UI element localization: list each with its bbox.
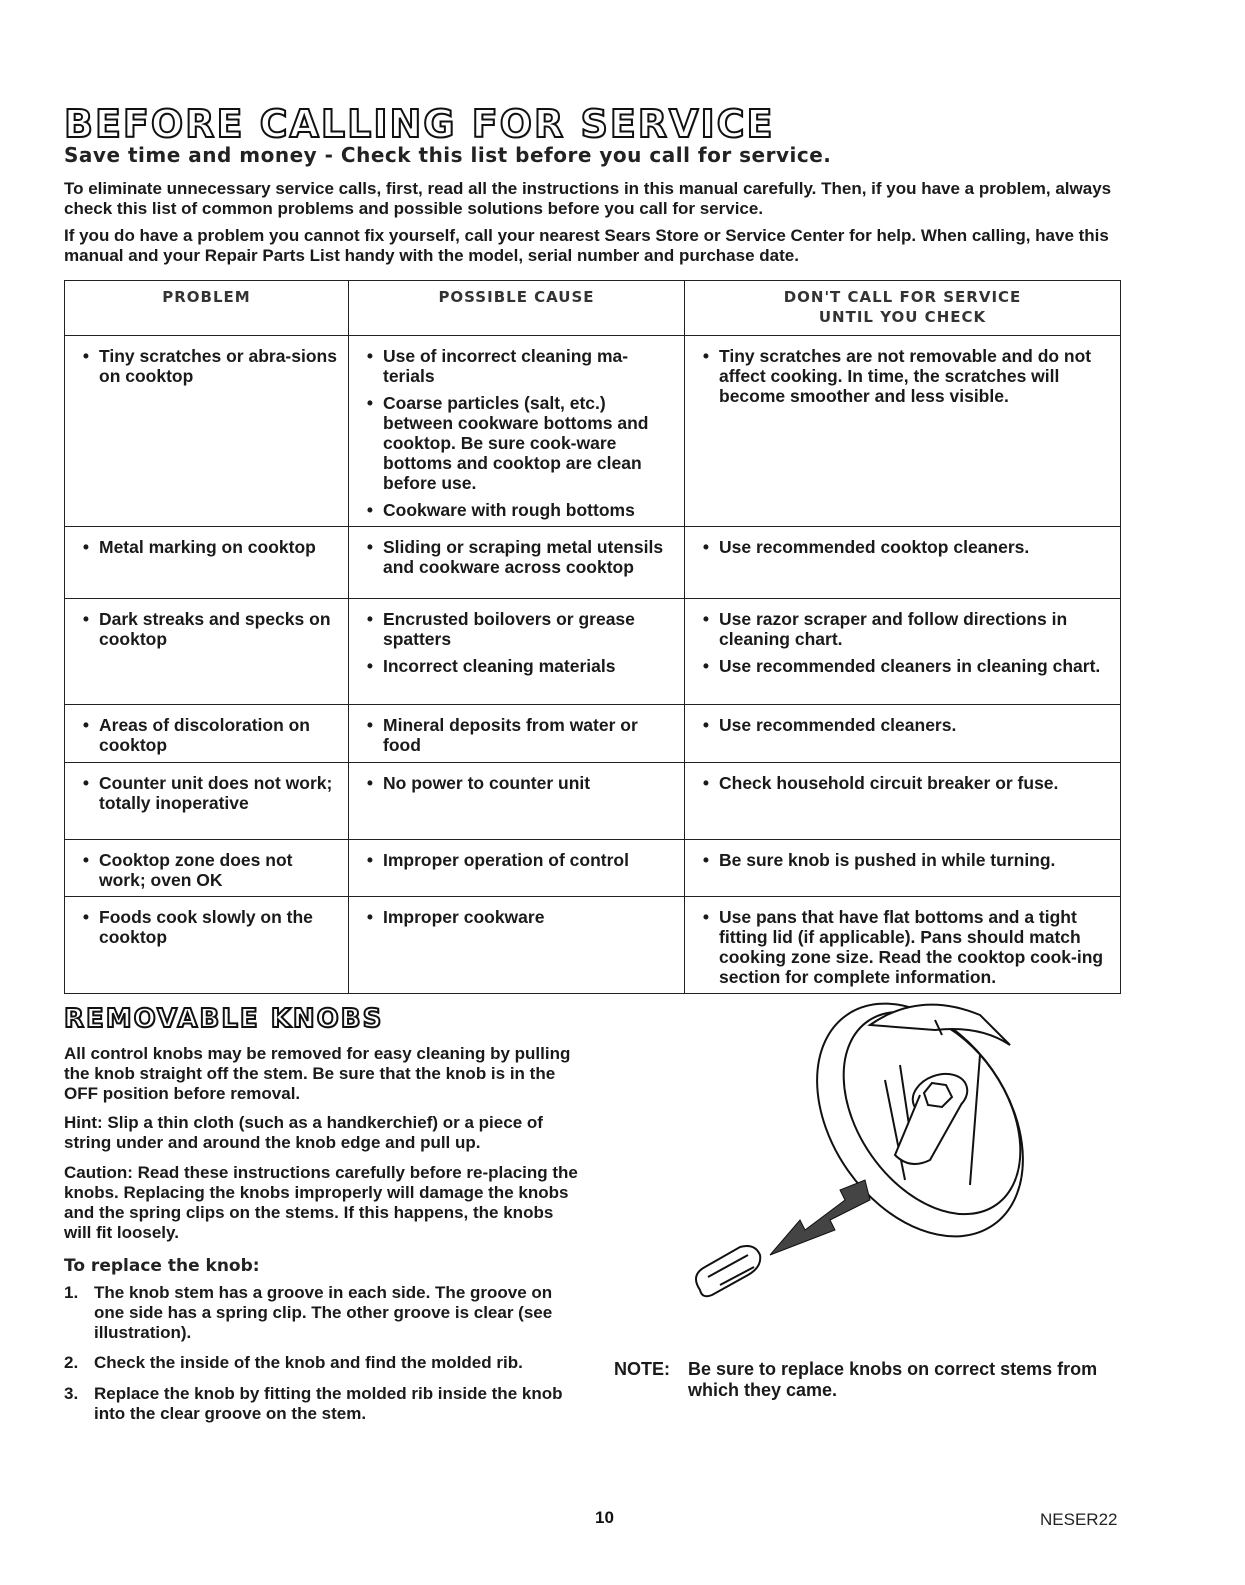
header-possible-cause: POSSIBLE CAUSE [349,281,685,336]
step-text: Replace the knob by fitting the molded rib inside the knob into the clear groove on the stem. [94,1384,563,1423]
replace-step-1 [64,1283,584,1343]
bullet-icon: • [366,715,374,735]
bullet-item [693,346,1110,406]
bullet-icon: • [82,773,90,793]
bullet-text: Use recommended cleaners. [719,715,957,735]
step-number: 1. [64,1283,79,1302]
page-title: BEFORE CALLING FOR SERVICE [64,102,775,146]
header-check-line-1: DON'T CALL FOR SERVICE [783,288,1022,306]
bullet-text: Check household circuit breaker or fuse. [719,773,1059,793]
knobs-hint-paragraph: Hint: Slip a thin cloth (such as a handkerchief) or a piece of string under and around the knob edge and pull up. [64,1113,543,1152]
bullet-item [357,346,674,386]
bullet-icon: • [366,907,374,927]
check-cell [685,336,1121,527]
bullet-text: Use of incorrect cleaning ma-terials [383,346,629,386]
bullet-text: Use recommended cooktop cleaners. [719,537,1030,557]
bullet-item [73,609,338,649]
bullet-icon: • [702,656,710,676]
bullet-icon: • [366,850,374,870]
bullet-text: Cookware with rough bottoms [383,500,635,520]
replace-step-2 [64,1353,584,1373]
table-row [65,763,1121,840]
bullet-icon: • [82,609,90,629]
bullet-text: Mineral deposits from water or food [383,715,638,755]
note-text: Be sure to replace knobs on correct stems from which they came. [688,1359,1098,1400]
bullet-icon: • [82,715,90,735]
check-cell [685,763,1121,840]
bullet-text: Sliding or scraping metal utensils and cookware across cooktop [383,537,664,577]
bullet-text: Cooktop zone does not work; oven OK [99,850,293,890]
table-row [65,840,1121,897]
bullet-text: Coarse particles (salt, etc.) between cookware bottoms and cooktop. Be sure cook-ware bottoms and cooktop are clean before use. [383,393,649,493]
problem-cell [65,527,349,599]
cause-cell [349,527,685,599]
bullet-icon: • [366,393,374,413]
bullet-text: Dark streaks and specks on cooktop [99,609,331,649]
bullet-text: Use razor scraper and follow directions in cleaning chart. [719,609,1068,649]
knobs-caution-paragraph: Caution: Read these instructions carefully before re-placing the knobs. Replacing the knobs improperly will damage the knobs and the spring clips on the stems. If this happens, the knobs will fit loosely. [64,1163,578,1242]
check-cell [685,527,1121,599]
bullet-item [357,850,674,870]
problem-cell [65,763,349,840]
troubleshooting-table [64,280,1121,994]
problem-cell [65,897,349,994]
bullet-item [693,656,1110,676]
bullet-icon: • [702,850,710,870]
header-problem: PROBLEM [65,281,349,336]
bullet-text: Counter unit does not work; totally inoperative [99,773,333,813]
bullet-icon: • [82,850,90,870]
bullet-text: Encrusted boilovers or grease spatters [383,609,635,649]
header-check-line-2: UNTIL YOU CHECK [818,308,987,326]
section-title-removable-knobs: REMOVABLE KNOBS [64,1004,384,1034]
step-number: 2. [64,1353,79,1372]
bullet-item [73,773,338,813]
bullet-item [73,346,338,386]
bullet-item [693,537,1110,557]
bullet-item [357,773,674,793]
cause-cell [349,763,685,840]
bullet-icon: • [702,537,710,557]
problem-cell [65,336,349,527]
bullet-icon: • [82,537,90,557]
bullet-text: Improper cookware [383,907,545,927]
knobs-paragraph-1: All control knobs may be removed for easy cleaning by pulling the knob straight off the stem. Be sure that the knob is in the OFF position before removal. [64,1044,571,1103]
bullet-item [357,656,674,676]
bullet-text: No power to counter unit [383,773,591,793]
step-text: Check the inside of the knob and find the molded rib. [94,1353,523,1372]
knob-and-stem-illustration [680,985,1060,1325]
table-row [65,705,1121,763]
bullet-icon: • [702,773,710,793]
cause-cell [349,599,685,705]
bullet-text: Tiny scratches are not removable and do not affect cooking. In time, the scratches will become smoother and less visible. [719,346,1092,406]
bullet-icon: • [366,656,374,676]
step-number: 3. [64,1384,79,1403]
bullet-item [73,537,338,557]
bullet-icon: • [702,609,710,629]
replace-step-3 [64,1384,584,1424]
bullet-icon: • [702,715,710,735]
bullet-text: Be sure knob is pushed in while turning. [719,850,1056,870]
bullet-text: Metal marking on cooktop [99,537,316,557]
bullet-text: Use pans that have flat bottoms and a tight fitting lid (if applicable). Pans should match cooking zone size. Read the cooktop cook-ing section for complete information. [719,907,1104,987]
problem-cell [65,705,349,763]
bullet-text: Foods cook slowly on the cooktop [99,907,313,947]
document-code: NESER22 [1040,1510,1118,1529]
bullet-text: Improper operation of control [383,850,629,870]
table-row [65,897,1121,994]
cause-cell [349,897,685,994]
check-cell [685,599,1121,705]
bullet-item [693,773,1110,793]
bullet-item [357,500,674,520]
bullet-item [693,609,1110,649]
knob-stem [696,1246,760,1296]
bullet-text: Areas of discoloration on cooktop [99,715,310,755]
table-row [65,599,1121,705]
bullet-item [693,907,1110,987]
arrow-icon [770,1180,870,1255]
intro-paragraph-1: To eliminate unnecessary service calls, first, read all the instructions in this manual carefully. Then, if you have a problem, always check this list of common problems and possible solutions before you call for service. [64,179,1112,218]
bullet-item [357,537,674,577]
bullet-icon: • [82,907,90,927]
step-text: The knob stem has a groove in each side. The groove on one side has a spring clip. The other groove is clear (see illustration). [94,1283,553,1342]
check-cell [685,897,1121,994]
table-row [65,336,1121,527]
bullet-text: Incorrect cleaning materials [383,656,616,676]
bullet-icon: • [366,537,374,557]
bullet-item [73,850,338,890]
bullet-item [357,393,674,493]
problem-cell [65,599,349,705]
table-header-row [65,281,1121,336]
cause-cell [349,336,685,527]
page-subtitle: Save time and money - Check this list before you call for service. [64,143,832,167]
bullet-item [693,850,1110,870]
page-number: 10 [595,1508,614,1527]
replace-knob-heading: To replace the knob: [64,1256,260,1276]
bullet-icon: • [366,346,374,366]
bullet-icon: • [82,346,90,366]
bullet-item [693,715,1110,735]
bullet-icon: • [366,609,374,629]
cause-cell [349,840,685,897]
bullet-icon: • [702,346,710,366]
bullet-item [357,907,674,927]
bullet-icon: • [702,907,710,927]
bullet-text: Use recommended cleaners in cleaning chart. [719,656,1101,676]
intro-paragraph-2: If you do have a problem you cannot fix yourself, call your nearest Sears Store or Service Center for help. When calling, have this manual and your Repair Parts List handy with the model, serial number and purchase date. [64,226,1109,265]
check-cell [685,705,1121,763]
bullet-item [73,907,338,947]
bullet-item [73,715,338,755]
check-cell [685,840,1121,897]
bullet-text: Tiny scratches or abra-sions on cooktop [99,346,337,386]
note-label: NOTE: [614,1359,670,1379]
bullet-item [357,715,674,755]
cause-cell [349,705,685,763]
table-row [65,527,1121,599]
bullet-item [357,609,674,649]
problem-cell [65,840,349,897]
bullet-icon: • [366,500,374,520]
header-check [685,281,1121,336]
bullet-icon: • [366,773,374,793]
